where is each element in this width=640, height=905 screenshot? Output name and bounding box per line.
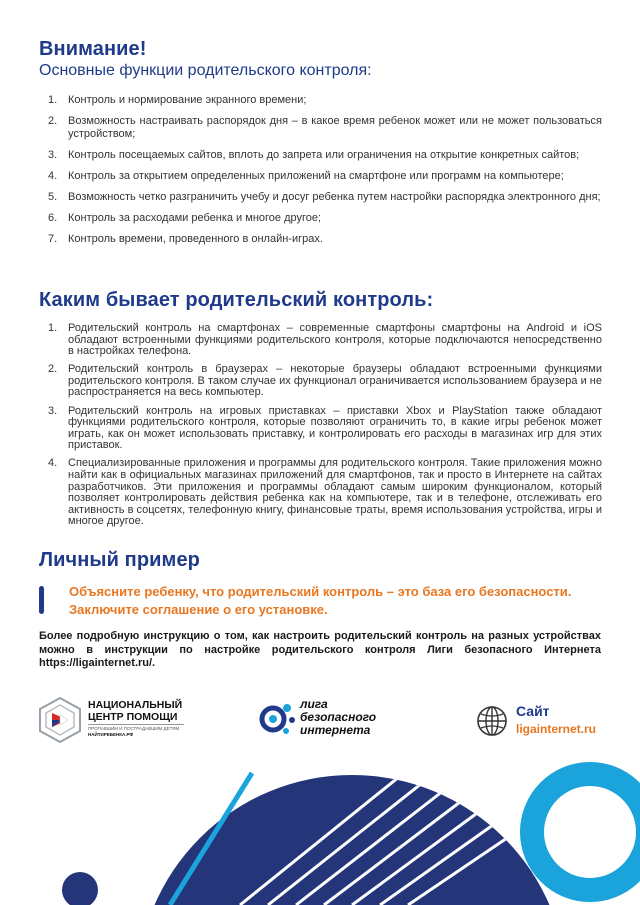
list-item-number: 2. <box>48 115 58 128</box>
list-item-number: 1. <box>48 322 58 334</box>
list-item-text: Контроль за открытием определенных приложений на смартфоне или программ на компьютере; <box>68 169 564 182</box>
ncp-line1: НАЦИОНАЛЬНЫЙ <box>88 699 183 711</box>
section2-title: Каким бывает родительский контроль: <box>39 289 434 311</box>
list-item-text: Специализированные приложения и программы для родительского контроля. Такие приложения можно найти как в официальных магазинах приложений для смартфонов, так и просто в Интернете на сайтах разработчиков. Эти приложения и программы обладают самым широким функционалом, который позволяет контролировать действия ребенка как на компьютере, так и в телефоне, отслеживать его активность в соцсетях, телефонную книгу, финансовые траты, время использования устройства, игры и многое другое. <box>68 457 602 528</box>
cyan-ring-shape <box>532 774 640 890</box>
callout-text: Объясните ребенку, что родительский контроль – это база его безопасности. Заключите соглашение о его установке. <box>69 584 572 617</box>
more-info-text: Более подробную инструкцию о том, как настроить родительский контроль на разных устройствах можно в инструкции по настройке родительского контроля Лиги безопасного Интернета https://ligainternet.ru/. <box>39 630 601 669</box>
list-item-text: Родительский контроль на игровых приставках – приставки Xbox и PlayStation также обладают функциями родительского контроля, которые позволяют ограничить то, в какие игры ребенок может играть, как он может использовать приставку, и контролировать его расходы в магазинах игр для этих приставок. <box>68 404 602 452</box>
list-item-number: 2. <box>48 363 58 376</box>
ncp-line2: ЦЕНТР ПОМОЩИ <box>88 711 178 723</box>
list-item-number: 5. <box>48 190 58 203</box>
list-item-text: Родительский контроль в браузерах – некоторые браузеры обладают встроенными функциями родительского контроля. В таком случае их функционал ограничивается использованием браузера и не распространяется на весь компьютер. <box>68 363 602 399</box>
list-item-text: Контроль и нормирование экранного времени; <box>68 94 307 106</box>
list-item-number: 4. <box>48 169 58 182</box>
list-item-number: 1. <box>48 94 58 106</box>
list-item-text: Родительский контроль на смартфонах – современные смартфоны смартфоны на Android и iOS обладают встроенными функциями родительского контроля, которые подключаются непосредственно в настройках телефона. <box>68 322 602 358</box>
ncp-site: НАЙТИРЕБЕНКА.РФ <box>88 732 134 737</box>
list-item-number: 6. <box>48 212 58 225</box>
section1-title: Внимание! <box>39 38 147 60</box>
liga-line3: интернета <box>300 723 371 737</box>
list-item-number: 3. <box>48 148 58 161</box>
site-url[interactable]: ligainternet.ru <box>516 722 597 736</box>
list-item-number: 7. <box>48 233 58 246</box>
list-item-text: Контроль посещаемых сайтов, вплоть до запрета или ограничения на открытие конкретных сайтов; <box>68 148 580 161</box>
list-item-number: 4. <box>48 457 58 470</box>
list-item-text: Контроль времени, проведенного в онлайн-играх. <box>68 233 323 246</box>
site-label: Сайт <box>516 703 550 719</box>
ncp-tagline: ПРОПАВШИМ И ПОСТРАДАВШИМ ДЕТЯМ <box>88 724 184 731</box>
list-item-number: 3. <box>48 404 58 417</box>
section3-title: Личный пример <box>39 549 200 571</box>
list-item-text: Контроль за расходами ребенка и многое другое; <box>68 212 322 225</box>
list-item-text: Возможность четко разграничить учебу и досуг ребенка путем настройки распорядка электронного дня; <box>68 190 601 203</box>
navy-dot-shape <box>62 872 98 905</box>
liga-line2: безопасного <box>300 710 377 724</box>
list-item-text: Возможность настраивать распорядок дня – в какое время ребенок может или не может пользоваться устройством; <box>68 115 602 140</box>
section1-subtitle: Основные функции родительского контроля: <box>39 62 372 79</box>
liga-line1: лига <box>300 697 328 711</box>
